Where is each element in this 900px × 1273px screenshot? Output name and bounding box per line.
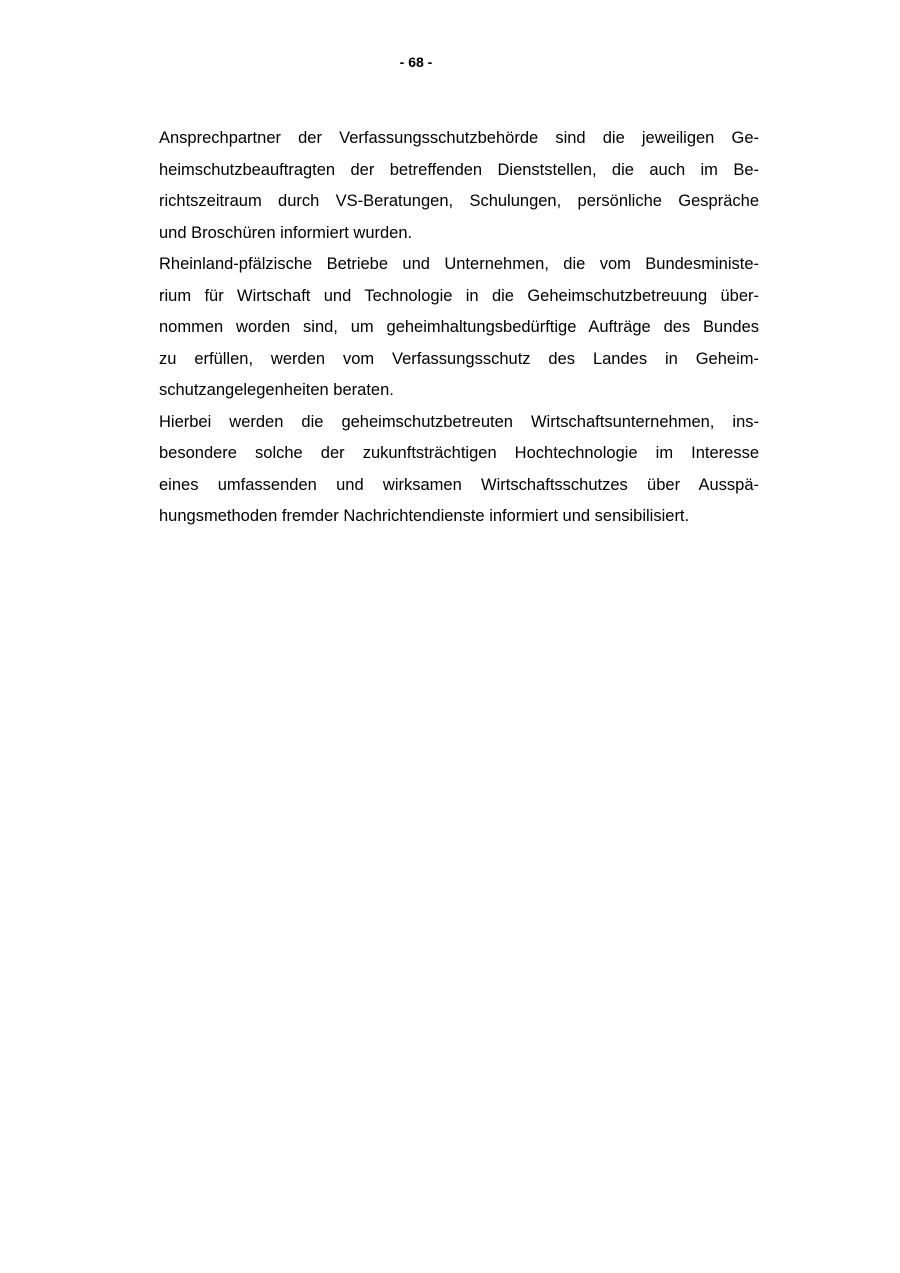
text-line: Rheinland-pfälzische Betriebe und Unternehmen, die vom Bundesministe-: [159, 255, 759, 273]
text-line: Hierbei werden die geheimschutzbetreuten Wirtschaftsunternehmen, ins-: [159, 412, 759, 431]
page-number: - 68 -: [399, 54, 433, 70]
paragraph-1: [159, 123, 759, 249]
body-text: [159, 123, 759, 533]
text-line: Ansprechpartner der Verfassungsschutzbehörde sind die jeweiligen Ge-: [159, 129, 759, 147]
text-line: und Broschüren informiert wurden.: [159, 223, 413, 242]
text-line: schutzangelegenheiten beraten.: [159, 381, 394, 399]
text-line: eines umfassenden und wirksamen Wirtschaftsschutzes über Ausspä-: [159, 475, 759, 494]
text-line: heimschutzbeauftragten der betreffenden Dienststellen, die auch im Be-: [159, 160, 759, 179]
text-line: zu erfüllen, werden vom Verfassungsschutz des Landes in Geheim-: [159, 349, 759, 368]
text-line: richtszeitraum durch VS-Beratungen, Schulungen, persönliche Gespräche: [159, 192, 759, 210]
text-line: nommen worden sind, um geheimhaltungsbedürftige Aufträge des Bundes: [159, 318, 759, 336]
text-line: hungsmethoden fremder Nachrichtendienste informiert und sensibilisiert.: [159, 507, 690, 525]
paragraph-2: [159, 249, 759, 407]
paragraph-3: [159, 407, 759, 533]
text-line: besondere solche der zukunftsträchtigen Hochtechnologie im Interesse: [159, 444, 759, 462]
text-line: rium für Wirtschaft und Technologie in die Geheimschutzbetreuung über-: [159, 286, 759, 305]
